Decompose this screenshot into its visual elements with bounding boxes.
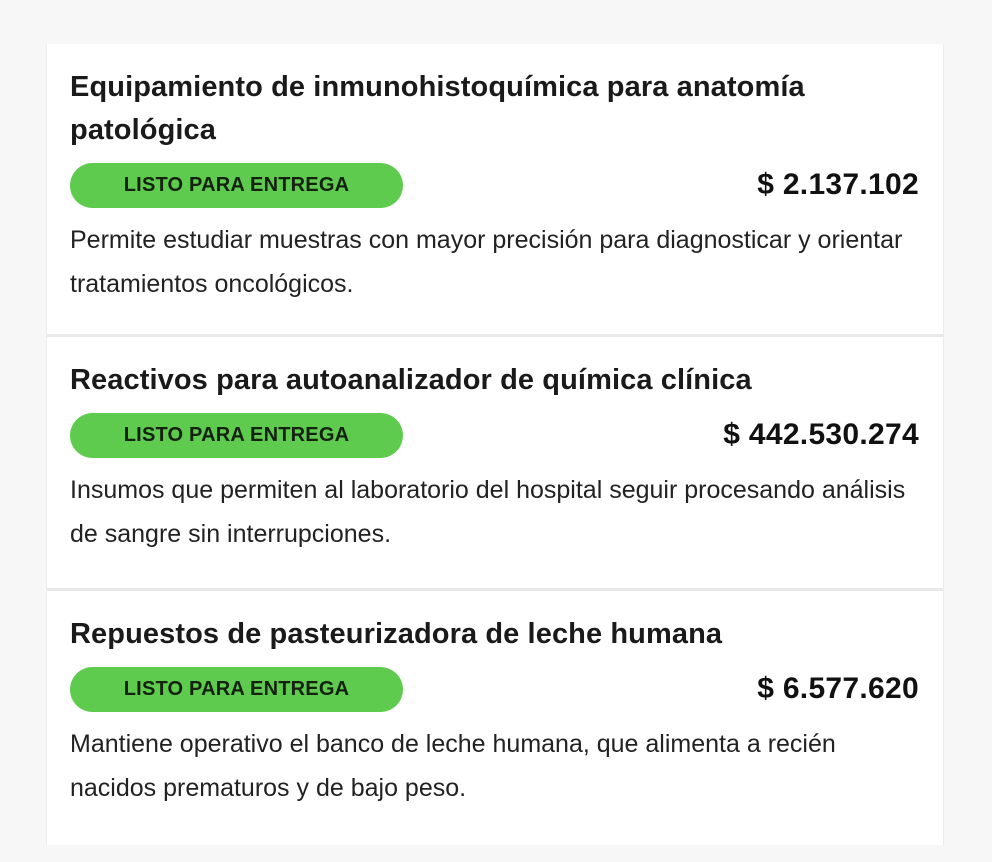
item-title: Repuestos de pasteurizadora de leche humana [70,618,723,650]
list-item[interactable] [47,591,943,845]
item-title: Reactivos para autoanalizador de química clínica [70,364,752,396]
status-badge: LISTO PARA ENTREGA [70,163,403,208]
item-price: $ 2.137.102 [757,168,919,201]
item-title: Equipamiento de inmunohistoquímica para anatomía patológica [70,71,805,146]
item-status-row [70,162,919,208]
item-status-row [70,412,919,458]
item-list [46,44,944,845]
item-description: Permite estudiar muestras con mayor precisión para diagnosticar y orientar tratamientos oncológicos. [70,226,903,298]
item-description: Insumos que permiten al laboratorio del hospital seguir procesando análisis de sangre sin interrupciones. [70,476,906,548]
status-badge: LISTO PARA ENTREGA [70,667,403,712]
item-description: Mantiene operativo el banco de leche humana, que alimenta a recién nacidos prematuros y de bajo peso. [70,730,836,802]
status-badge: LISTO PARA ENTREGA [70,413,403,458]
list-item[interactable] [47,337,943,588]
item-price: $ 442.530.274 [723,418,919,451]
list-item[interactable] [47,44,943,334]
item-price: $ 6.577.620 [757,672,919,705]
item-status-row [70,666,919,712]
